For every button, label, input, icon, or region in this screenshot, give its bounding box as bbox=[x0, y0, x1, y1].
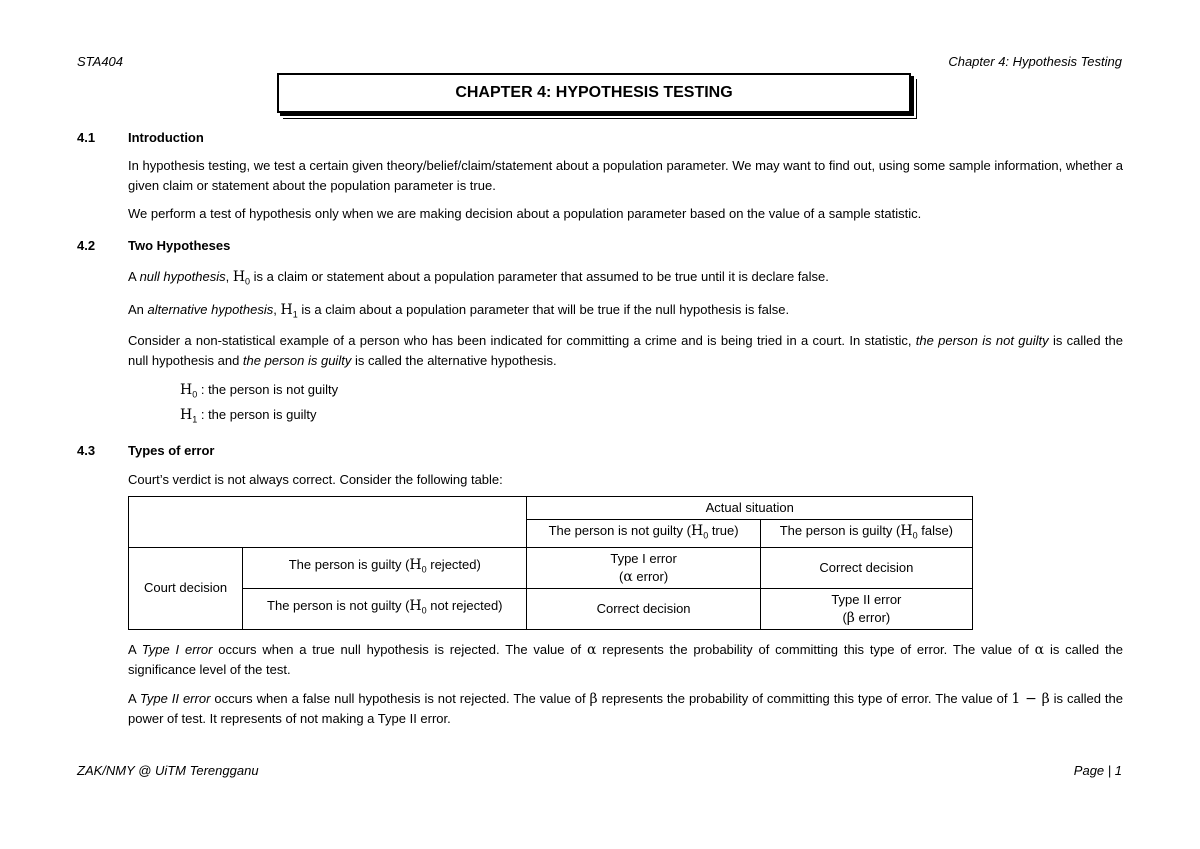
footer-author: ZAK/NMY @ UiTM Terengganu bbox=[77, 763, 259, 778]
correct-decision-cell-2: Correct decision bbox=[527, 588, 760, 629]
type-ii-error-definition: A Type II error occurs when a false null hypothesis is not rejected. The value of β represents the probability of committing this type of error. The value of 1 − β is called the power of test. It represents of not making a Type II error. bbox=[128, 691, 1123, 726]
col-guilty-header: The person is guilty ($H_0$ false) bbox=[760, 520, 972, 548]
intro-paragraph-2: We perform a test of hypothesis only when we are making decision about a population parameter based on the value of a sample statistic. bbox=[128, 206, 922, 221]
alternative-hypothesis-definition: An alternative hypothesis, $H_1$ is a claim about a population parameter that will be true if the null hypothesis is false. bbox=[128, 302, 790, 320]
actual-situation-header: Actual situation bbox=[527, 497, 973, 520]
error-types-table bbox=[128, 496, 973, 630]
correct-decision-cell-1: Correct decision bbox=[760, 547, 972, 588]
section-4-3-heading: 4.3 Types of error bbox=[77, 443, 215, 458]
h0-statement: $H_0$ : the person is not guilty bbox=[180, 382, 339, 400]
chapter-title: CHAPTER 4: HYPOTHESIS TESTING bbox=[277, 73, 911, 113]
table-empty-corner bbox=[129, 497, 527, 548]
h1-statement: $H_1$ : the person is guilty bbox=[180, 407, 317, 425]
footer-page-number: Page | 1 bbox=[1073, 763, 1122, 778]
section-4-2-heading: 4.2 Two Hypotheses bbox=[77, 238, 231, 253]
court-decision-label: Court decision bbox=[129, 547, 243, 629]
header-course-code: STA404 bbox=[77, 54, 124, 69]
header-chapter: Chapter 4: Hypothesis Testing bbox=[948, 54, 1122, 69]
type-i-error-cell: Type I error (α error) bbox=[527, 547, 760, 588]
court-example-paragraph: Consider a non-statistical example of a person who has been indicated for committing a crime and is being tried in a court. In statistic, the person is not guilty is called the null hypothesis and the person is guilty is called the alternative hypothesis. bbox=[128, 333, 1123, 368]
intro-paragraph-1: In hypothesis testing, we test a certain given theory/belief/claim/statement about a population parameter. We may want to find out, using some sample information, whether a given claim or statement about the population parameter is true. bbox=[128, 158, 1123, 193]
section-4-1-heading: 4.1 Introduction bbox=[77, 130, 204, 145]
row-not-guilty-label: The person is not guilty ($H_0$ not rejected) bbox=[243, 588, 527, 629]
null-hypothesis-definition: A null hypothesis, $H_0$ is a claim or statement about a population parameter that assumed to be true until it is declare false. bbox=[128, 269, 829, 287]
col-not-guilty-header: The person is not guilty ($H_0$ true) bbox=[527, 520, 760, 548]
row-guilty-label: The person is guilty ($H_0$ rejected) bbox=[243, 547, 527, 588]
type-ii-error-cell: Type II error (β error) bbox=[760, 588, 972, 629]
type-i-error-definition: A Type I error occurs when a true null hypothesis is rejected. The value of α represents the probability of committing this type of error. The value of α is called the significance level of the test. bbox=[128, 642, 1124, 677]
table-intro: Court’s verdict is not always correct. Consider the following table: bbox=[128, 472, 503, 487]
